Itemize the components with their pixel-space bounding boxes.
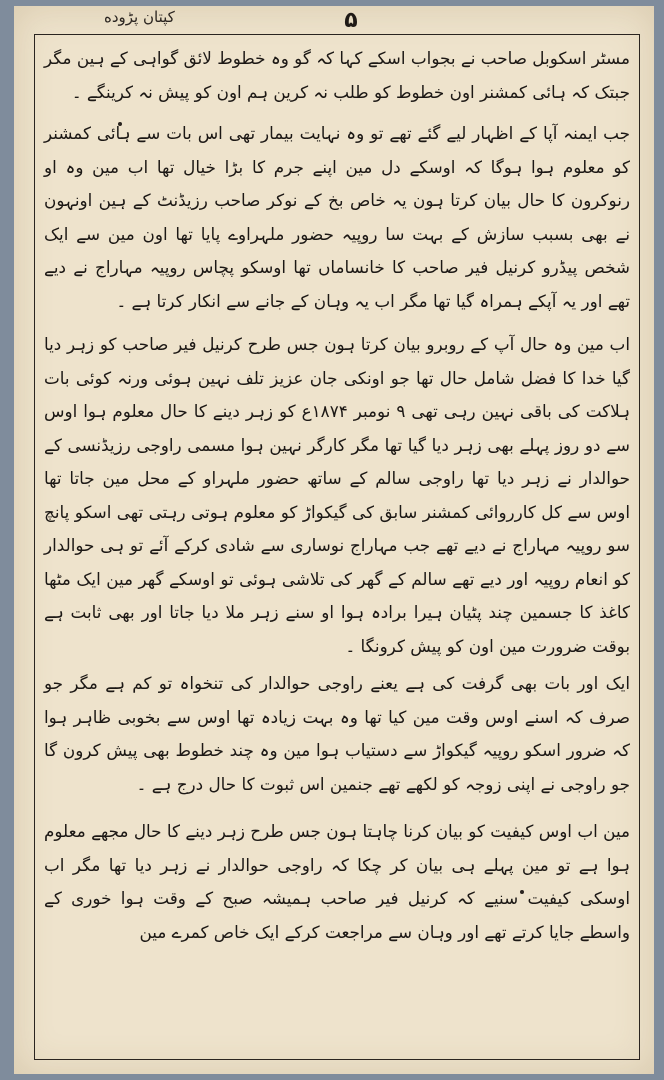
paragraph: ایک اور بات بھی گرفت کی ہے یعنے راوجی حوالدار کی تنخواہ تو کم ہے مگر جو صرف کہ اسنے اوس وقت مین کیا تھا وہ بہت زیادہ تھا اوس سے بخوبی ظاہر ہوا کہ ضرور اسکو روپیہ گیکواڑ سے دستیاب ہوا مین وہ چند خطوط بھی پیش کرون گا جو راوجی نے اپنی زوجہ کو لکھے تھے جنمین اس ثبوت کا حال درج ہے ۔ (44, 673, 630, 794)
page-number: ۵ (344, 8, 358, 33)
paragraph: جب ایمنہ آپا کے اظہار لیے گئے تھے تو وہ نہایت بیمار تھی اس بات سے ہائی کمشنر کو معلوم ہوا ہوگا کہ اوسکے دل مین اپنے جرم کا بڑا خیال تھا اب مین وہ او رنوکرون کا حال بیان کرتا ہون یہ خاص بخ کے نوکر صاحب رزیڈنٹ کے ہین اونہون نے بھی بسبب سازش کے بہت سا روپیہ حضور ملہراوے پایا تھا اون مین سے ایک شخص پیڈرو کرنیل فیر صاحب کا خانساماں تھا اوسکو پچاس روپیہ مہاراج نے دیے تھے اور یہ آپکے ہمراہ گیا تھا مگر اب یہ وہان کے جانے سے انکار کرتا ہے ۔ (44, 123, 630, 311)
paragraph: مین اب اوس کیفیت کو بیان کرنا چاہتا ہون جس طرح زہر دینے کا حال مجھے معلوم ہوا ہے تو مین پہلے ہی بیان کر چکا کہ راوجی حوالدار نے زہر دیا تھا مگر اب اوسکی کیفیت سنیے کہ کرنیل فیر صاحب ہمیشہ صبح کے وقت ہوا خوری کے واسطے جایا کرتے تھے اور وہان سے مراجعت کرکے ایک خاص کمرے مین (44, 821, 630, 942)
book-page (14, 6, 654, 1074)
running-head: کپتان پڑوده (104, 8, 175, 26)
paragraph: مسٹر اسکوبل صاحب نے بجواب اسکے کہا کہ گو وہ خطوط لائق گواہی کے ہین مگر جبتک کہ ہائی کمشنر اون خطوط کو طلب نہ کرین ہم اون کو پیش نہ کرینگے ۔ (44, 48, 630, 102)
paragraph: اب مین وہ حال آپ کے روبرو بیان کرتا ہون جس طرح کرنیل فیر صاحب کو زہر دیا گیا خدا کا فضل شامل حال تھا جو اونکی جان عزیز تلف نہین ہوئی ورنہ کوئی بات ہلاکت کی باقی نہین رہی تھی ۹ نومبر ۱۸۷۴ع کو زہر دینے کا حال معلوم ہوا اوس سے دو روز پہلے بھی زہر دیا گیا تھا مگر کارگر نہین ہوا مسمی راوجی رزیڈنسی کے حوالدار نے زہر دیا تھا راوجی سالم کے ساتھ حضور ملہراو کے محل مین جاتا تھا اوس سے کل کارروائی کمشنر سابق کی گیکواڑ کو معلوم ہوتی رہتی تھی اسکو پانچ سو روپیہ مہاراج نے دیے تھے جب مہاراج نوساری سے شادی کرکے آئے تو ہی حوالدار کو انعام روپیہ اور دیے تھے سالم کے گھر کی تلاشی ہوئی تو اوسکے گھر مین ایک مٹھا کاغذ کا جسمین چند پٹیان ہیرا برادہ ہوا او سنے زہر ملا دیا جاتا اور بھی ثابت ہے بوقت ضرورت مین اون کو پیش کرونگا ۔ (44, 334, 631, 656)
body-text (44, 42, 630, 949)
